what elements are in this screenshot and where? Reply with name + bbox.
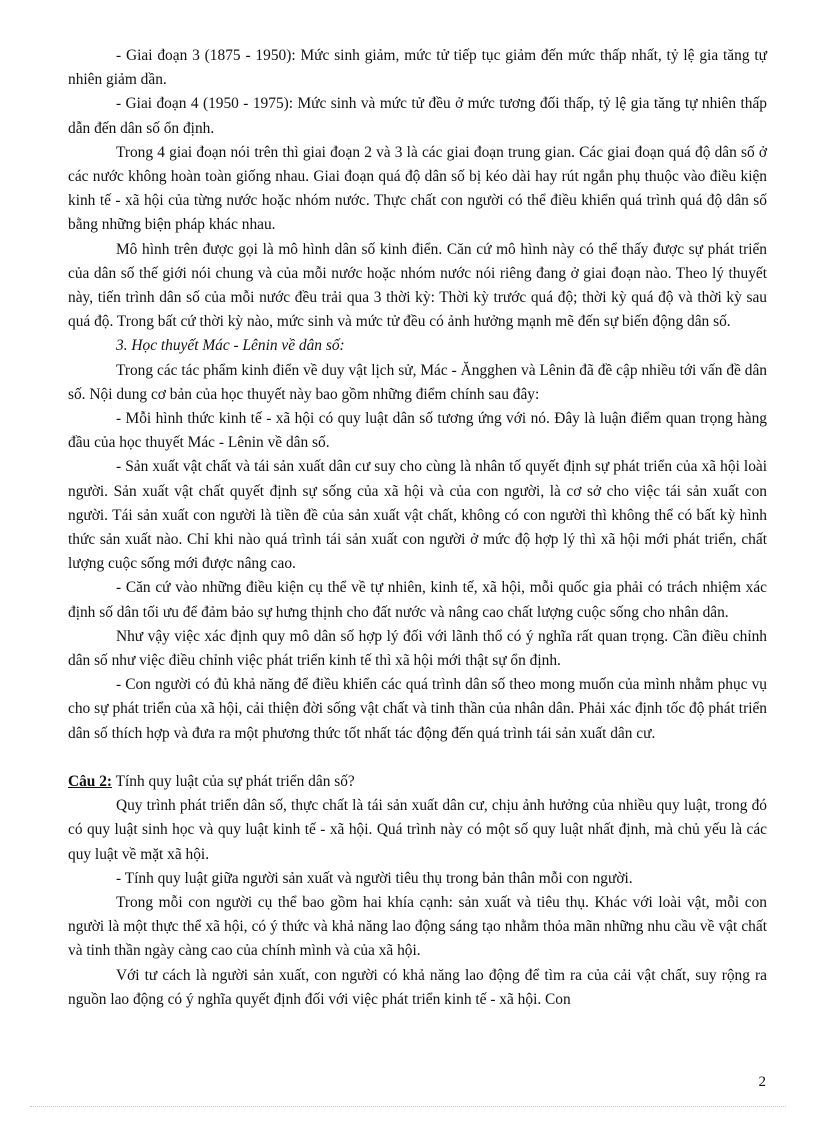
question-2-heading (68, 770, 767, 794)
page-bottom-divider (30, 1106, 786, 1107)
section-3-subheading: 3. Học thuyết Mác - Lênin về dân số: (116, 337, 345, 355)
paragraph-transition-stages: Trong 4 giai đoạn nói trên thì giai đoạn 2 và 3 là các giai đoạn trung gian. Các giai đoạn quá độ dân số ở các nước không hoàn toàn giống nhau. Giai đoạn quá độ dân số bị kéo dài hay rút ngắn phụ thuộc vào điều kiện kinh tế - xã hội của từng nước hoặc nhóm nước. Thực chất con người có thể điều khiển quá trình quá độ dân số bằng những biện pháp khác nhau. (68, 143, 767, 234)
paragraph-population-process: Quy trình phát triển dân số, thực chất là tái sản xuất dân cư, chịu ảnh hưởng của nhiều quy luật, trong đó có quy luật sinh học và quy luật kinh tế - xã hội. Quá trình này có một số quy luật nhất định, mà chủ yếu là các quy luật về mặt xã hội. (68, 797, 767, 863)
paragraph-marx-point-3: - Căn cứ vào những điều kiện cụ thể về tự nhiên, kinh tế, xã hội, mỗi quốc gia phải có trách nhiệm xác định số dân tối ưu để đảm bảo sự hưng thịnh cho đất nước và nâng cao chất lượng cuộc sống cho nhân dân. (68, 579, 767, 621)
paragraph-stage-3: - Giai đoạn 3 (1875 - 1950): Mức sinh giảm, mức tử tiếp tục giảm đến mức thấp nhất, tỷ lệ gia tăng tự nhiên giảm dần. (68, 47, 767, 89)
paragraph-producer-consumer: - Tính quy luật giữa người sản xuất và người tiêu thụ trong bản thân mỗi con người. (116, 869, 633, 887)
question-2-label: Câu 2: (68, 772, 113, 790)
paragraph-marx-intro: Trong các tác phẩm kinh điển về duy vật lịch sử, Mác - Ăngghen và Lênin đã đề cập nhiều tới vấn đề dân số. Nội dung cơ bản của học thuyết này bao gồm những điểm chính sau đây: (68, 361, 767, 403)
paragraph-classic-model: Mô hình trên được gọi là mô hình dân số kinh điển. Căn cứ mô hình này có thể thấy được sự phát triển của dân số thế giới nói chung và của mỗi nước hoặc nhóm nước nói riêng đang ở giai đoạn nào. Theo lý thuyết này, tiến trình dân số của mỗi nước đều trải qua 3 thời kỳ: Thời kỳ trước quá độ; thời kỳ quá độ và thời kỳ sau quá độ. Trong bất cứ thời kỳ nào, mức sinh và mức tử đều có ảnh hưởng mạnh mẽ đến sự biến động dân số. (68, 240, 767, 331)
paragraph-human-as-producer: Với tư cách là người sản xuất, con người có khả năng lao động để tìm ra của cải vật chất, suy rộng ra nguồn lao động có ý nghĩa quyết định đối với việc phát triển kinh tế - xã hội. Con (68, 966, 767, 1008)
page-body (68, 44, 767, 1012)
paragraph-marx-point-2: - Sản xuất vật chất và tái sản xuất dân cư suy cho cùng là nhân tố quyết định sự phát triển của xã hội loài người. Sản xuất vật chất quyết định sự sống của xã hội và của con người, là cơ sở cho việc tái sản xuất con người. Tái sản xuất con người là tiền đề của sản xuất vật chất, không có con người thì không thể có bất kỳ hình thức sản xuất nào. Chỉ khi nào quá trình tái sản xuất con người ở mức độ hợp lý thì xã hội mới phát triển, chất lượng cuộc sống mới được nâng cao. (68, 458, 767, 573)
paragraph-marx-point-4: - Con người có đủ khả năng để điều khiển các quá trình dân số theo mong muốn của mình nhằm phục vụ cho sự phát triển của xã hội, cải thiện đời sống vật chất và tinh thần của nhân dân. Phải xác định tốc độ phát triển dân số thích hợp và đưa ra một phương thức tốt nhất tác động đến quá trình tái sản xuất dân cư. (68, 676, 767, 742)
question-2-text: Tính quy luật của sự phát triển dân số? (112, 772, 355, 790)
page-number: 2 (758, 1074, 766, 1090)
paragraph-stage-4: - Giai đoạn 4 (1950 - 1975): Mức sinh và mức tử đều ở mức tương đối thấp, tỷ lệ gia tăng tự nhiên thấp dẫn đến dân số ổn định. (68, 95, 767, 137)
paragraph-population-scale: Như vậy việc xác định quy mô dân số hợp lý đối với lãnh thổ có ý nghĩa rất quan trọng. Cần điều chỉnh dân số như việc điều chỉnh việc phát triển kinh tế thì xã hội mới thật sự ổn định. (68, 627, 767, 670)
paragraph-marx-point-1: - Mỗi hình thức kinh tế - xã hội có quy luật dân số tương ứng với nó. Đây là luận điểm quan trọng hàng đầu của học thuyết Mác - Lênin về dân số. (68, 410, 767, 452)
paragraph-two-aspects: Trong mỗi con người cụ thể bao gồm hai khía cạnh: sản xuất và tiêu thụ. Khác với loài vật, mỗi con người là một thực thể xã hội, có ý thức và khả năng lao động sáng tạo nhằm thỏa mãn những nhu cầu về vật chất và tinh thần ngày càng cao của chính mình và của xã hội. (68, 893, 767, 960)
